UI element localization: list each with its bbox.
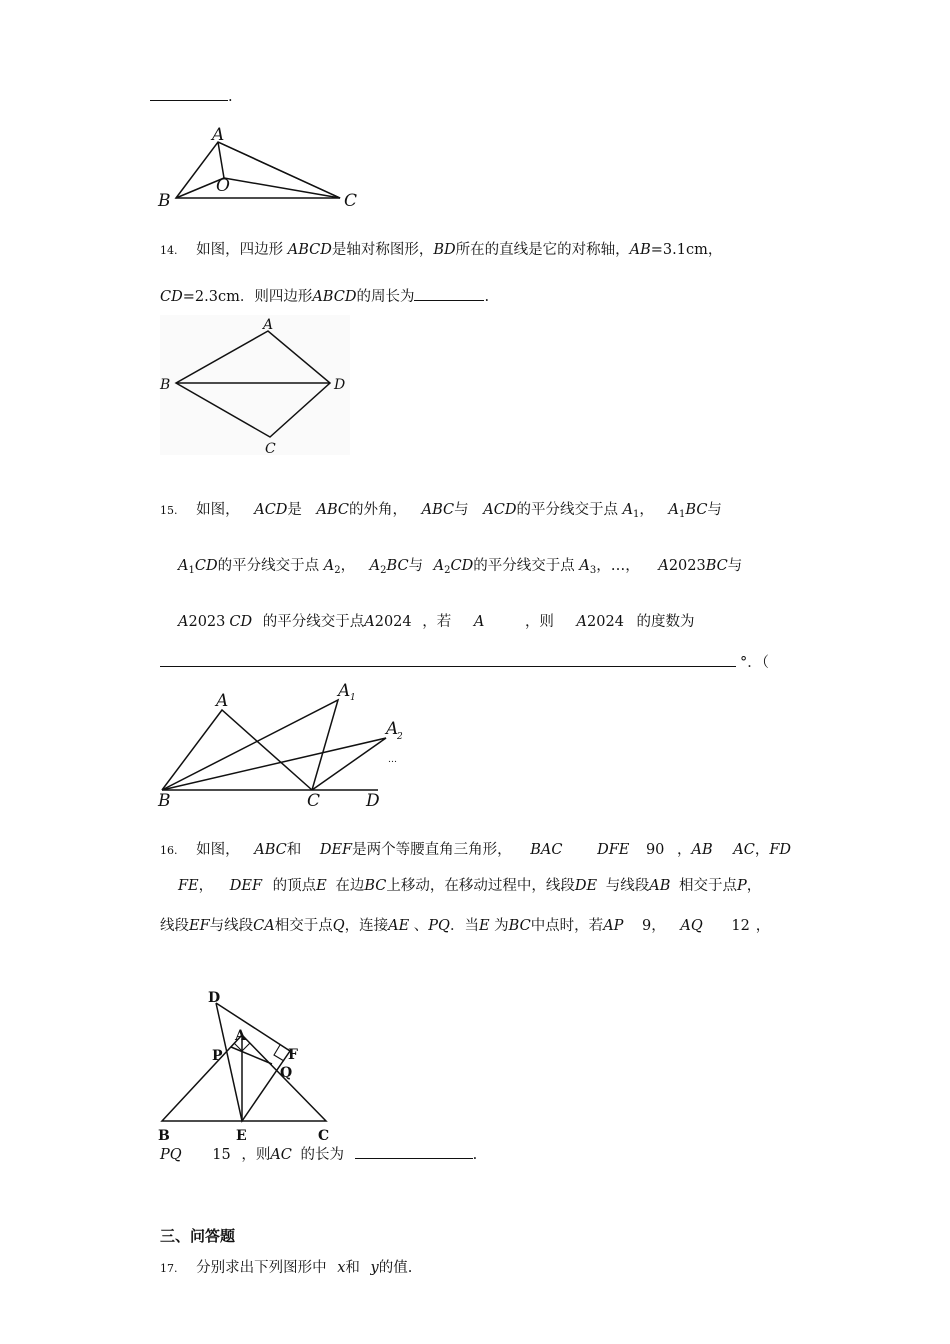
q15-line4: °．（ [160,652,769,673]
q15-line2: $A_1CD$的平分线交于点 $A_2$， $A_2BC$与 $A_2CD$的平分线交于点 $A_3$，…， A2023BC与 [178,558,743,576]
label-a: A [216,691,229,711]
q15-line1: 15. 如图， ACD是 ABC的外角， ABC与 ACD的平分线交于点 $A_1$， $A_1BC$与 [160,502,722,520]
q16-line4: PQ 15 ，则AC 的长为 . [160,1144,477,1165]
segment-oc [224,178,340,198]
label-c: C [344,191,358,211]
label-a2: A [386,719,399,739]
label-a1-sub: 1 [350,693,356,703]
label-a2-sub: 2 [397,732,403,742]
label-a1: A [338,681,351,701]
label-d: D [208,990,221,1006]
label-b: B [158,191,171,211]
q14-number: 14. [160,244,178,257]
triangle-def [216,1003,293,1121]
label-c: C [318,1128,330,1144]
figure-quadrilateral-abcd [160,315,360,460]
label-c: C [307,791,321,811]
segment-ao [218,142,224,178]
right-angle-f [274,1045,284,1061]
figure-isosceles-right-triangles [150,985,350,1145]
answer-blank [150,86,228,101]
label-o: O [216,176,230,196]
label-d: D [334,377,346,393]
figure-angle-bisectors [150,680,410,810]
label-b: B [160,377,171,393]
figure-triangle-abc-o [150,120,370,215]
label-b: B [158,791,171,811]
q15-line3: A2023 CD 的平分线交于点A2024 ，若 A ，则 A2024 的度数为 [178,614,695,630]
q14-line2: CD=2.3cm．则四边形ABCD的周长为 . [160,286,489,307]
section-title: 三、问答题 [160,1227,236,1245]
label-dots: … [388,755,397,765]
triangle-abc [162,1035,326,1121]
q14-answer-blank [414,286,484,301]
label-b: B [158,1128,170,1144]
label-c: C [265,441,276,457]
q17-line1: 17. 分别求出下列图形中 x和 y的值. [160,1260,413,1276]
q16-answer-blank [355,1144,473,1159]
q16-line2: FE， DEF 的顶点E 在边BC上移动，在移动过程中，线段DE 与线段AB 相交于点P， [178,878,762,894]
label-a: A [235,1028,246,1044]
q15-answer-blank [160,652,736,667]
segment-ac [218,142,340,198]
triangle-abc [176,142,340,198]
top-answer-line: . [150,86,233,107]
q16-line3: 线段EF与线段CA相交于点Q，连接AE 、PQ．当E 为BC中点时，若AP 9， AQ 12 ， [160,918,771,934]
label-f: F [288,1047,298,1063]
label-q: Q [280,1065,293,1081]
segment-pq [231,1047,272,1064]
label-e: E [236,1128,247,1144]
label-a: A [263,317,274,333]
q14-line1: 14. 如图，四边形 ABCD是轴对称图形，BD所在的直线是它的对称轴，AB=3.1cm， [160,242,723,258]
q16-line1: 16. 如图， ABC和 DEF是两个等腰直角三角形， BAC DFE 90 ，AB AC，FD [160,842,792,858]
lines-a1 [162,700,338,790]
label-d: D [366,791,380,811]
label-a: A [212,125,225,145]
label-p: P [212,1048,223,1064]
